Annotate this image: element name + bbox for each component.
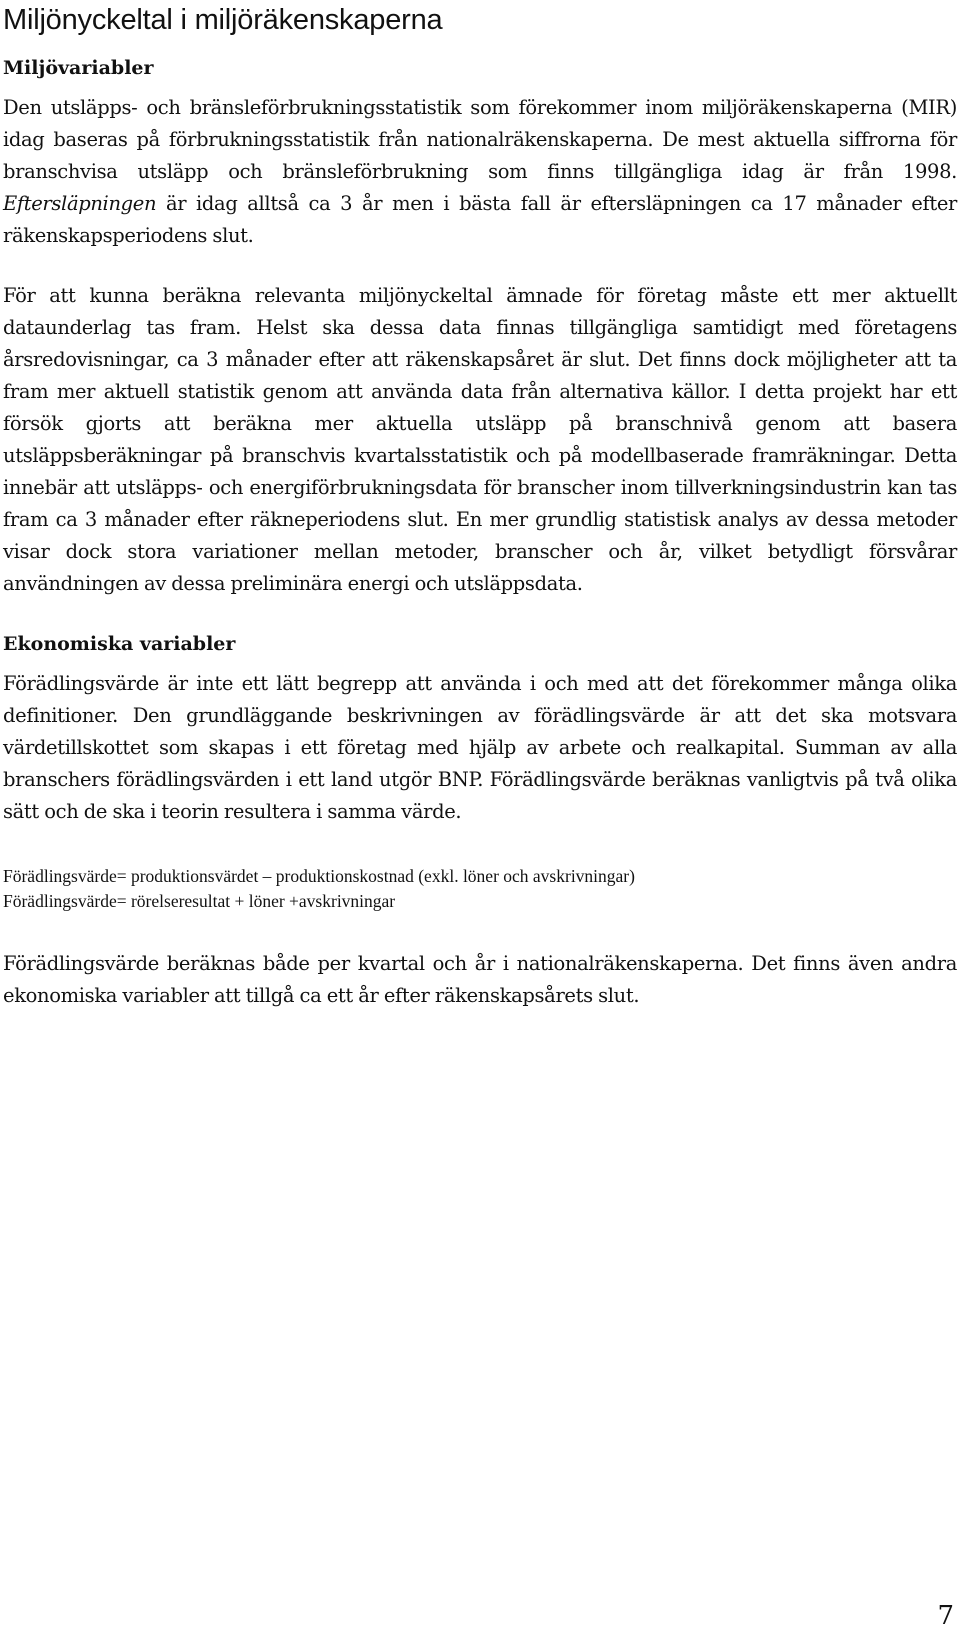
paragraph-economic-quarterly: Förädlingsvärde beräknas både per kvartal och år i nationalräkenskaperna. Det finns även andra ekonomiska variabler att tillgå ca ett år efter räkenskapsårets slut. [3,952,957,1007]
section-heading-economic: Ekonomiska variabler [3,633,236,655]
paragraph-environment-intro [3,92,957,252]
formula-income: Förädlingsvärde= rörelseresultat + löner +avskrivningar [3,891,396,911]
paragraph-text: är idag alltså ca 3 år men i bästa fall är eftersläpningen ca 17 månader efter räkenskapsperiodens slut. [3,192,957,247]
paragraph-economic-definition: Förädlingsvärde är inte ett lätt begrepp att använda i och med att det förekommer många olika definitioner. Den grundläggande beskrivningen av förädlingsvärde är att det ska motsvara värdetillskottet som skapas i ett företag med hjälp av arbete och realkapital. Summan av alla branschers förädlingsvärden i ett land utgör BNP. Förädlingsvärde beräknas vanligtvis på två olika sätt och de ska i teorin resultera i samma värde. [3,672,957,823]
page-number: 7 [937,1601,954,1631]
formula-block [3,864,957,914]
document-title: Miljönyckeltal i miljöräkenskaperna [3,4,443,36]
document-page [3,0,957,1012]
paragraph-text: Den utsläpps- och bränsleförbrukningsstatistik som förekommer inom miljöräkenskaperna (MIR) idag baseras på förbrukningsstatistik från nationalräkenskaperna. De mest aktuella siffrorna för branschvisa utsläpp och bränsleförbrukning som finns tillgängliga idag är från 1998. [3,96,957,183]
formula-production: Förädlingsvärde= produktionsvärdet – produktionskostnad (exkl. löner och avskrivningar) [3,866,635,886]
section-heading-environment: Miljövariabler [3,57,154,79]
emphasized-term: Eftersläpningen [3,192,157,215]
paragraph-environment-data: För att kunna beräkna relevanta miljönyckeltal ämnade för företag måste ett mer aktuellt dataunderlag tas fram. Helst ska dessa data finnas tillgängliga samtidigt med företagens årsredovisningar, ca 3 månader efter att räkenskapsåret är slut. Det finns dock möjligheter att ta fram mer aktuell statistik genom att använda data från alternativa källor. I detta projekt har ett försök gjorts att beräkna mer aktuella utsläpp på branschnivå genom att basera utsläppsberäkningar på branschvis kvartalsstatistik och på modellbaserade framräkningar. Detta innebär att utsläpps- och energiförbrukningsdata för branscher inom tillverkningsindustrin kan tas fram ca 3 månader efter räkneperiodens slut. En mer grundlig statistisk analys av dessa metoder visar dock stora variationer mellan metoder, branscher och år, vilket betydligt försvårar användningen av dessa preliminära energi och utsläppsdata. [3,284,957,595]
